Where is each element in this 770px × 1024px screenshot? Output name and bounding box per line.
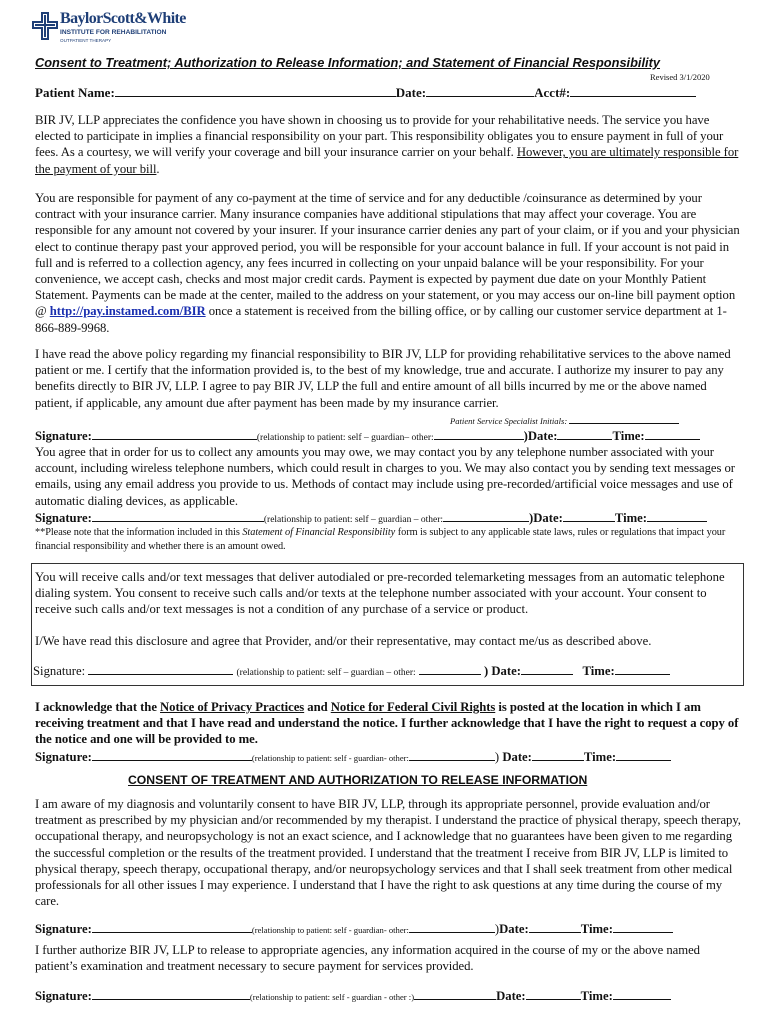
signature-field-6[interactable] <box>92 989 250 1000</box>
form-title: Consent to Treatment; Authorization to Release Information; and Statement of Financial Responsibility <box>35 55 660 70</box>
date-field-1[interactable] <box>557 429 612 440</box>
time-field-3[interactable] <box>615 664 670 675</box>
signature-field-2[interactable] <box>92 511 264 522</box>
date-field-4[interactable] <box>532 750 584 761</box>
disclosure-text: You will receive calls and/or text messages that deliver autodialed or pre-recorded telemarketing messages from an automatic telephone dialing system. You consent to receive such calls and/or texts at the telephone number associated with your account. Your consent to receive such calls and/or text messages is not a condition of any purchase of a service or product. <box>35 570 725 617</box>
relationship-field-1[interactable] <box>434 429 524 440</box>
paragraph-consent: I am aware of my diagnosis and voluntarily consent to have BIR JV, LLP, through its appropriate personnel, provide evaluation and/or treatment as prescribed by my physician and/or recommended by my therapist. I understand the practice of physical therapy, speech therapy, occupational therapy, and neuropsychology is not an exact science, and I acknowledge that no guarantees have been given to me regarding the successful completion or the results of the treatment provided. I understand that the treatment I receive from BIR JV, LLP is limited to physical therapy, speech therapy, occupational therapy, and/or neuropsychology services and that I shall seek treatment from other medical professionals for all other issues I may experience. I understand that I have the right to ask questions at any time during the course of my care. <box>35 797 741 909</box>
disclosure-agreement: I/We have read this disclosure and agree that Provider, and/or their representative, may contact me/us as described above. <box>35 634 652 648</box>
signature-field-5[interactable] <box>92 922 252 933</box>
logo <box>32 12 212 46</box>
relationship-field-5[interactable] <box>409 922 495 933</box>
cross-logo-icon <box>32 12 58 40</box>
pss-initials-field[interactable] <box>569 415 679 424</box>
time-field-6[interactable] <box>613 989 671 1000</box>
financial-statement-note: **Please note that the information included in this Statement of Financial Responsibility form is subject to any applicable state laws, rules or regulations that impact your financial responsibility and whether there is an amount owed. <box>35 527 726 552</box>
time-field-4[interactable] <box>616 750 671 761</box>
patient-name-field[interactable] <box>115 86 396 97</box>
bill-pay-link[interactable]: http://pay.instamed.com/BIR <box>49 304 206 319</box>
signature-row-1: Signature: (relationship to patient: self – guardian– other: )Date: Time: <box>35 428 745 446</box>
civil-rights-notice-text: Notice for Federal Civil Rights <box>330 700 496 714</box>
ultimately-responsible-text: However, you are ultimately responsible for the payment of your bill <box>35 145 739 176</box>
date-field-6[interactable] <box>526 989 581 1000</box>
section-consent-title: CONSENT OF TREATMENT AND AUTHORIZATION TO RELEASE INFORMATION <box>128 773 588 787</box>
signature-field-1[interactable] <box>92 429 257 440</box>
paragraph-intro: BIR JV, LLP appreciates the confidence you have shown in choosing us to provide for your rehabilitative needs. The service you have elected to participate in implies a financial responsibility on your part. This responsibility obligates you to ensure payment in full of your fees. As a courtesy, we will verify your coverage and bill your insurance carrier on your behalf. However, you are ultimately responsible for the payment of your bill. <box>35 113 739 176</box>
time-field-5[interactable] <box>613 922 673 933</box>
revised-date: Revised 3/1/2020 <box>650 72 710 82</box>
signature-row-2: Signature: (relationship to patient: self – guardian – other: )Date: Time: <box>35 510 745 528</box>
privacy-acknowledgement: I acknowledge that the Notice of Privacy Practices and Notice for Federal Civil Rights is posted at the location in which I am receiving treatment and that I have read and understand the notice. I further acknowledge that I have the right to request a copy of the notice and one will be provided to me. <box>35 700 739 747</box>
header-fields: Patient Name: Date: Acct#: <box>35 85 696 101</box>
logo-name: BaylorScott&White <box>60 10 186 27</box>
time-field-1[interactable] <box>645 429 700 440</box>
relationship-field-3[interactable] <box>419 664 481 675</box>
logo-line2: OUTPATIENT THERAPY <box>60 38 112 43</box>
time-field-2[interactable] <box>647 511 707 522</box>
paragraph-policy: I have read the above policy regarding my financial responsibility to BIR JV, LLP for providing rehabilitative services to the above named patient or me. I certify that the information provided is, to the best of my knowledge, true and accurate. I authorize my insurer to pay any benefits directly to BIR JV, LLP. I agree to pay BIR JV, LLP the full and entire amount of all bills incurred by me or the above named patient, if applicable, any amount due after payment has been made by my insurance carrier. <box>35 347 731 410</box>
relationship-field-4[interactable] <box>409 750 495 761</box>
paragraph-release: I further authorize BIR JV, LLP to release to appropriate agencies, any information acquired in the course of my or the above named patient’s examination and treatment necessary to secure payment for services provided. <box>35 943 700 974</box>
acct-field[interactable] <box>570 86 696 97</box>
patient-name-label: Patient Name <box>35 85 111 100</box>
date-label: Date <box>395 85 422 100</box>
date-field-3[interactable] <box>521 664 573 675</box>
signature-row-6: Signature: (relationship to patient: self - guardian - other :) Date: Time: <box>35 988 745 1005</box>
signature-row-3: Signature: (relationship to patient: self – guardian – other: ) Date: Time: <box>33 663 743 681</box>
relationship-field-2[interactable] <box>443 511 529 522</box>
privacy-notice-text: Notice of Privacy Practices <box>160 700 305 714</box>
date-field-2[interactable] <box>563 511 615 522</box>
logo-line1: INSTITUTE FOR REHABILITATION <box>60 29 167 36</box>
signature-row-4: Signature: (relationship to patient: self - guardian- other: ) Date: Time: <box>35 749 745 766</box>
paragraph-contact: You agree that in order for us to collect any amounts you may owe, we may contact you by any telephone number associated with your account, including wireless telephone numbers, which could result in charges to you. We may also contact you by sending text messages or emails, using any email address you provide to us. Methods of contact may include using pre-recorded/artificial voice messages and use of automatic dialing devices, as applicable. <box>35 445 735 508</box>
date-field[interactable] <box>426 86 534 97</box>
signature-field-4[interactable] <box>92 750 252 761</box>
paragraph-payment: You are responsible for payment of any co-payment at the time of service and for any deductible /coinsurance as determined by your contract with your insurance carrier. Many insurance companies have additional stipulations that may affect your coverage. You are responsible for any amount not covered by your insurer. If your insurance carrier denies any part of your claim, or if you and your physician elect to continue therapy past your approved period, you will be responsible for your account balance in full. If your account is not paid in full and is referred to a collection agency, any fees incurred in collecting on your unpaid balance will be your responsibility. For your convenience, we accept cash, checks and most major credit cards. Payment is expected by payment due date on your Monthly Patient Statement. Payments can be made at the center, mailed to the address on your statement, or you may access our on-line bill payment option @ http://pay.instamed.com/BIR once a statement is received from the billing office, or by calling our customer service department at 1-866-889-9968. <box>35 191 740 335</box>
acct-label: Acct# <box>534 85 566 100</box>
relationship-field-6[interactable] <box>414 989 496 1000</box>
signature-field-3[interactable] <box>88 664 233 675</box>
date-field-5[interactable] <box>529 922 581 933</box>
pss-initials: Patient Service Specialist Initials: <box>450 415 679 426</box>
signature-row-5: Signature: (relationship to patient: self - guardian- other: )Date: Time: <box>35 921 745 938</box>
